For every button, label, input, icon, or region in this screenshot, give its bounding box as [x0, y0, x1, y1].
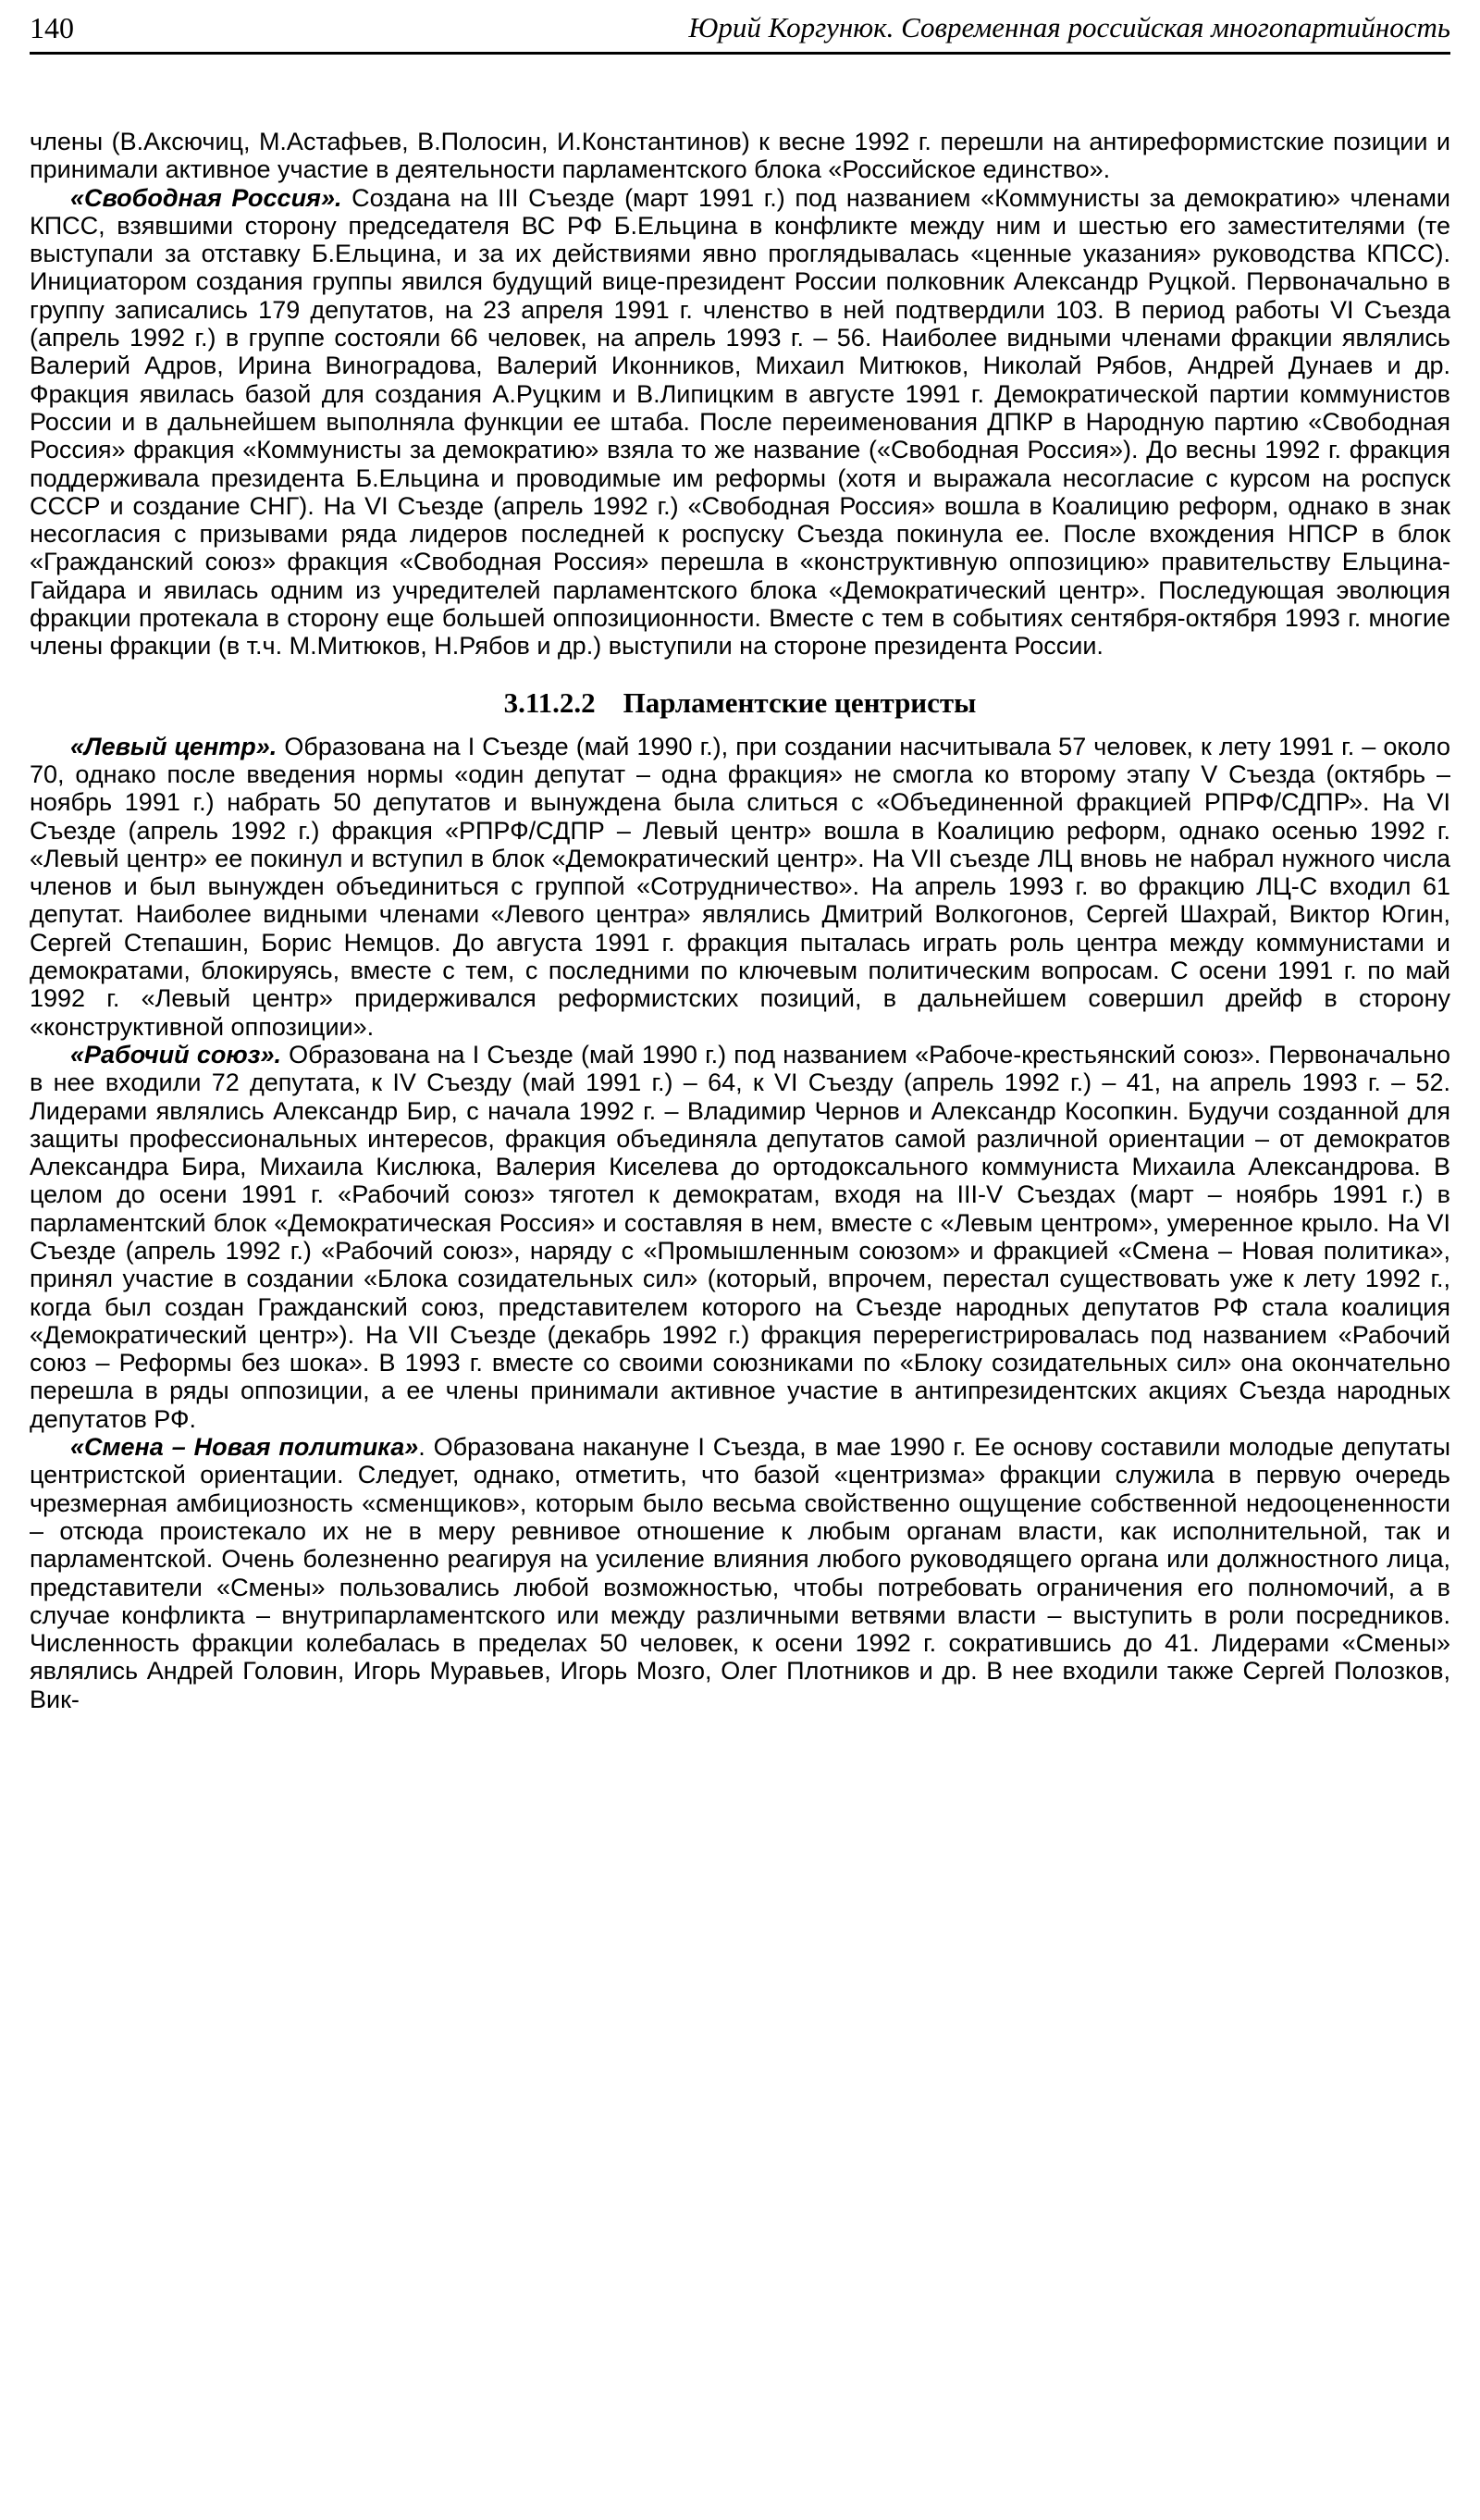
paragraph-rabochiy-soyuz: [30, 1041, 1450, 1433]
paragraph-text: Создана на III Съезде (март 1991 г.) под названием «Коммунисты за демократию» членами КПСС, взявшими сторону председателя ВС РФ Б.Ельцина в конфликте между ним и шестью его заместителями (те выступали за отставку Б.Ельцина, и за их действиями явно проглядывалась «ценные указания» руководства КПСС). Инициатором создания группы явился будущий вице-президент России полковник Александр Руцкой. Первоначально в группу записались 179 депутатов, на 23 апреля 1991 г. членство в ней подтвердили 103. В период работы VI Съезда (апрель 1992 г.) в группе состояли 66 человек, на апрель 1993 г. – 56. Наиболее видными членами фракции являлись Валерий Адров, Ирина Виноградова, Валерий Иконников, Михаил Митюков, Николай Рябов, Андрей Дунаев и др. Фракция явилась базой для создания А.Руцким и В.Липицким в августе 1991 г. Демократической партии коммунистов России и в дальнейшем выполняла функции ее штаба. После переименования ДПКР в Народную партию «Свободная Россия» фракция «Коммунисты за демократию» взяла то же название («Свободная Россия»). До весны 1992 г. фракция поддерживала президента Б.Ельцина и проводимые им реформы (хотя и выражала несогласие с курсом на роспуск СССР и создание СНГ). На VI Съезде (апрель 1992 г.) «Свободная Россия» вошла в Коалицию реформ, однако в знак несогласия с призывами ряда лидеров последней к роспуску Съезда покинула ее. После вхождения НПСР в блок «Гражданский союз» фракция «Свободная Россия» перешла в «конструктивную оппозицию» правительству Ельцина-Гайдара и явилась одним из учредителей парламентского блока «Демократический центр». Последующая эволюция фракции протекала в сторону еще большей оппозиционности. Вместе с тем в событиях сентября-октября 1993 г. многие члены фракции (в т.ч. М.Митюков, Н.Рябов и др.) выступили на стороне президента России.: [30, 183, 1451, 661]
paragraph-svobodnaya-rossiya: [30, 184, 1450, 661]
faction-term: «Смена – Новая политика»: [70, 1433, 419, 1462]
running-title: Юрий Коргунюк. Современная российская многопартийность: [688, 11, 1450, 43]
section-title: Парламентские центристы: [623, 686, 977, 719]
faction-term: «Левый центр».: [70, 732, 278, 760]
paragraph-text: Образована на I Съезде (май 1990 г.), при создании насчитывала 57 человек, к лету 1991 г. – около 70, однако после введения нормы «один депутат – одна фракция» не смогла ко второму этапу V Съезда (октябрь – ноябрь 1991 г.) набрать 50 депутатов и вынуждена была слиться с «Объединенной фракцией РПРФ/СДПР». На VI Съезде (апрель 1992 г.) фракция «РПРФ/СДПР – Левый центр» вошла в Коалицию реформ, однако осенью 1992 г. «Левый центр» ее покинул и вступил в блок «Демократический центр». На VII съезде ЛЦ вновь не набрал нужного числа членов и был вынужден объединиться с группой «Сотрудничество». На апрель 1993 г. во фракцию ЛЦ-С входил 61 депутат. Наиболее видными членами «Левого центра» являлись Дмитрий Волкогонов, Сергей Шахрай, Виктор Югин, Сергей Степашин, Борис Немцов. До августа 1991 г. фракция пыталась играть роль центра между коммунистами и демократами, блокируясь, вместе с тем, с последними по ключевым политическим вопросам. С осени 1991 г. по май 1992 г. «Левый центр» придерживался реформистских позиций, в дальнейшем совершил дрейф в сторону «конструктивной оппозиции».: [30, 732, 1450, 1041]
section-heading: [30, 686, 1450, 720]
section-number: 3.11.2.2: [503, 686, 596, 719]
paragraph-text: Образована на I Съезде (май 1990 г.) под названием «Рабоче-крестьянский союз». Первоначально в нее входили 72 депутата, к IV Съезду (май 1991 г.) – 64, к VI Съезду (апрель 1992 г.) – 41, на апрель 1993 г. – 52. Лидерами являлись Александр Бир, с начала 1992 г. – Владимир Чернов и Александр Косопкин. Будучи созданной для защиты профессиональных интересов, фракция объединяла депутатов самой различной ориентации – от демократов Александра Бира, Михаила Кислюка, Валерия Киселева до ортодоксального коммуниста Михаила Александрова. В целом до осени 1991 г. «Рабочий союз» тяготел к демократам, входя на III-V Съездах (март – ноябрь 1991 г.) в парламентский блок «Демократическая Россия» и составляя в нем, вместе с «Левым центром», умеренное крыло. На VI Съезде (апрель 1992 г.) «Рабочий союз», наряду с «Промышленным союзом» и фракцией «Смена – Новая политика», принял участие в создании «Блока созидательных сил» (который, впрочем, перестал существовать уже к лету 1992 г., когда был создан Гражданский союз, представителем которого на Съезде народных депутатов РФ стала коалиция «Демократический центр»). На VII Съезде (декабрь 1992 г.) фракция перерегистрировалась под названием «Рабочий союз – Реформы без шока». В 1993 г. вместе со своими союзниками по «Блоку созидательных сил» она окончательно перешла в ряды оппозиции, а ее члены принимали активное участие в антипрезидентских акциях Съезда народных депутатов РФ.: [30, 1040, 1450, 1433]
running-header: [30, 9, 1450, 55]
paragraph-text: . Образована накануне I Съезда, в мае 1990 г. Ее основу составили молодые депутаты центристской ориентации. Следует, однако, отметить, что базой «центризма» фракции служила в первую очередь чрезмерная амбициозность «сменщиков», которым было весьма свойственно ощущение собственной недооцененности – отсюда проистекало их не в меру ревнивое отношение к любым органам власти, как исполнительной, так и парламентской. Очень болезненно реагируя на усиление влияния любого руководящего органа или должностного лица, представители «Смены» пользовались любой возможностью, чтобы потребовать ограничения его полномочий, а в случае конфликта – внутрипарламентского или между различными ветвями власти – выступить в роли посредников. Численность фракции колебалась в пределах 50 человек, к осени 1992 г. сократившись до 41. Лидерами «Смены» являлись Андрей Головин, Игорь Муравьев, Игорь Мозго, Олег Плотников и др. В нее входили также Сергей Полозков, Вик-: [30, 1433, 1450, 1713]
book-page: [30, 0, 1450, 2520]
paragraph-continuation: [30, 128, 1450, 184]
paragraph-smena: [30, 1433, 1450, 1713]
body-text: [30, 128, 1450, 1713]
faction-term: «Рабочий союз».: [70, 1040, 281, 1069]
paragraph-text: члены (В.Аксючиц, М.Астафьев, В.Полосин, И.Константинов) к весне 1992 г. перешли на антиреформистские позиции и принимали активное участие в деятельности парламентского блока «Российское единство».: [30, 128, 1450, 184]
faction-term: «Свободная Россия».: [70, 183, 342, 212]
paragraph-levyi-tsentr: [30, 733, 1450, 1041]
page-number: 140: [30, 11, 74, 44]
